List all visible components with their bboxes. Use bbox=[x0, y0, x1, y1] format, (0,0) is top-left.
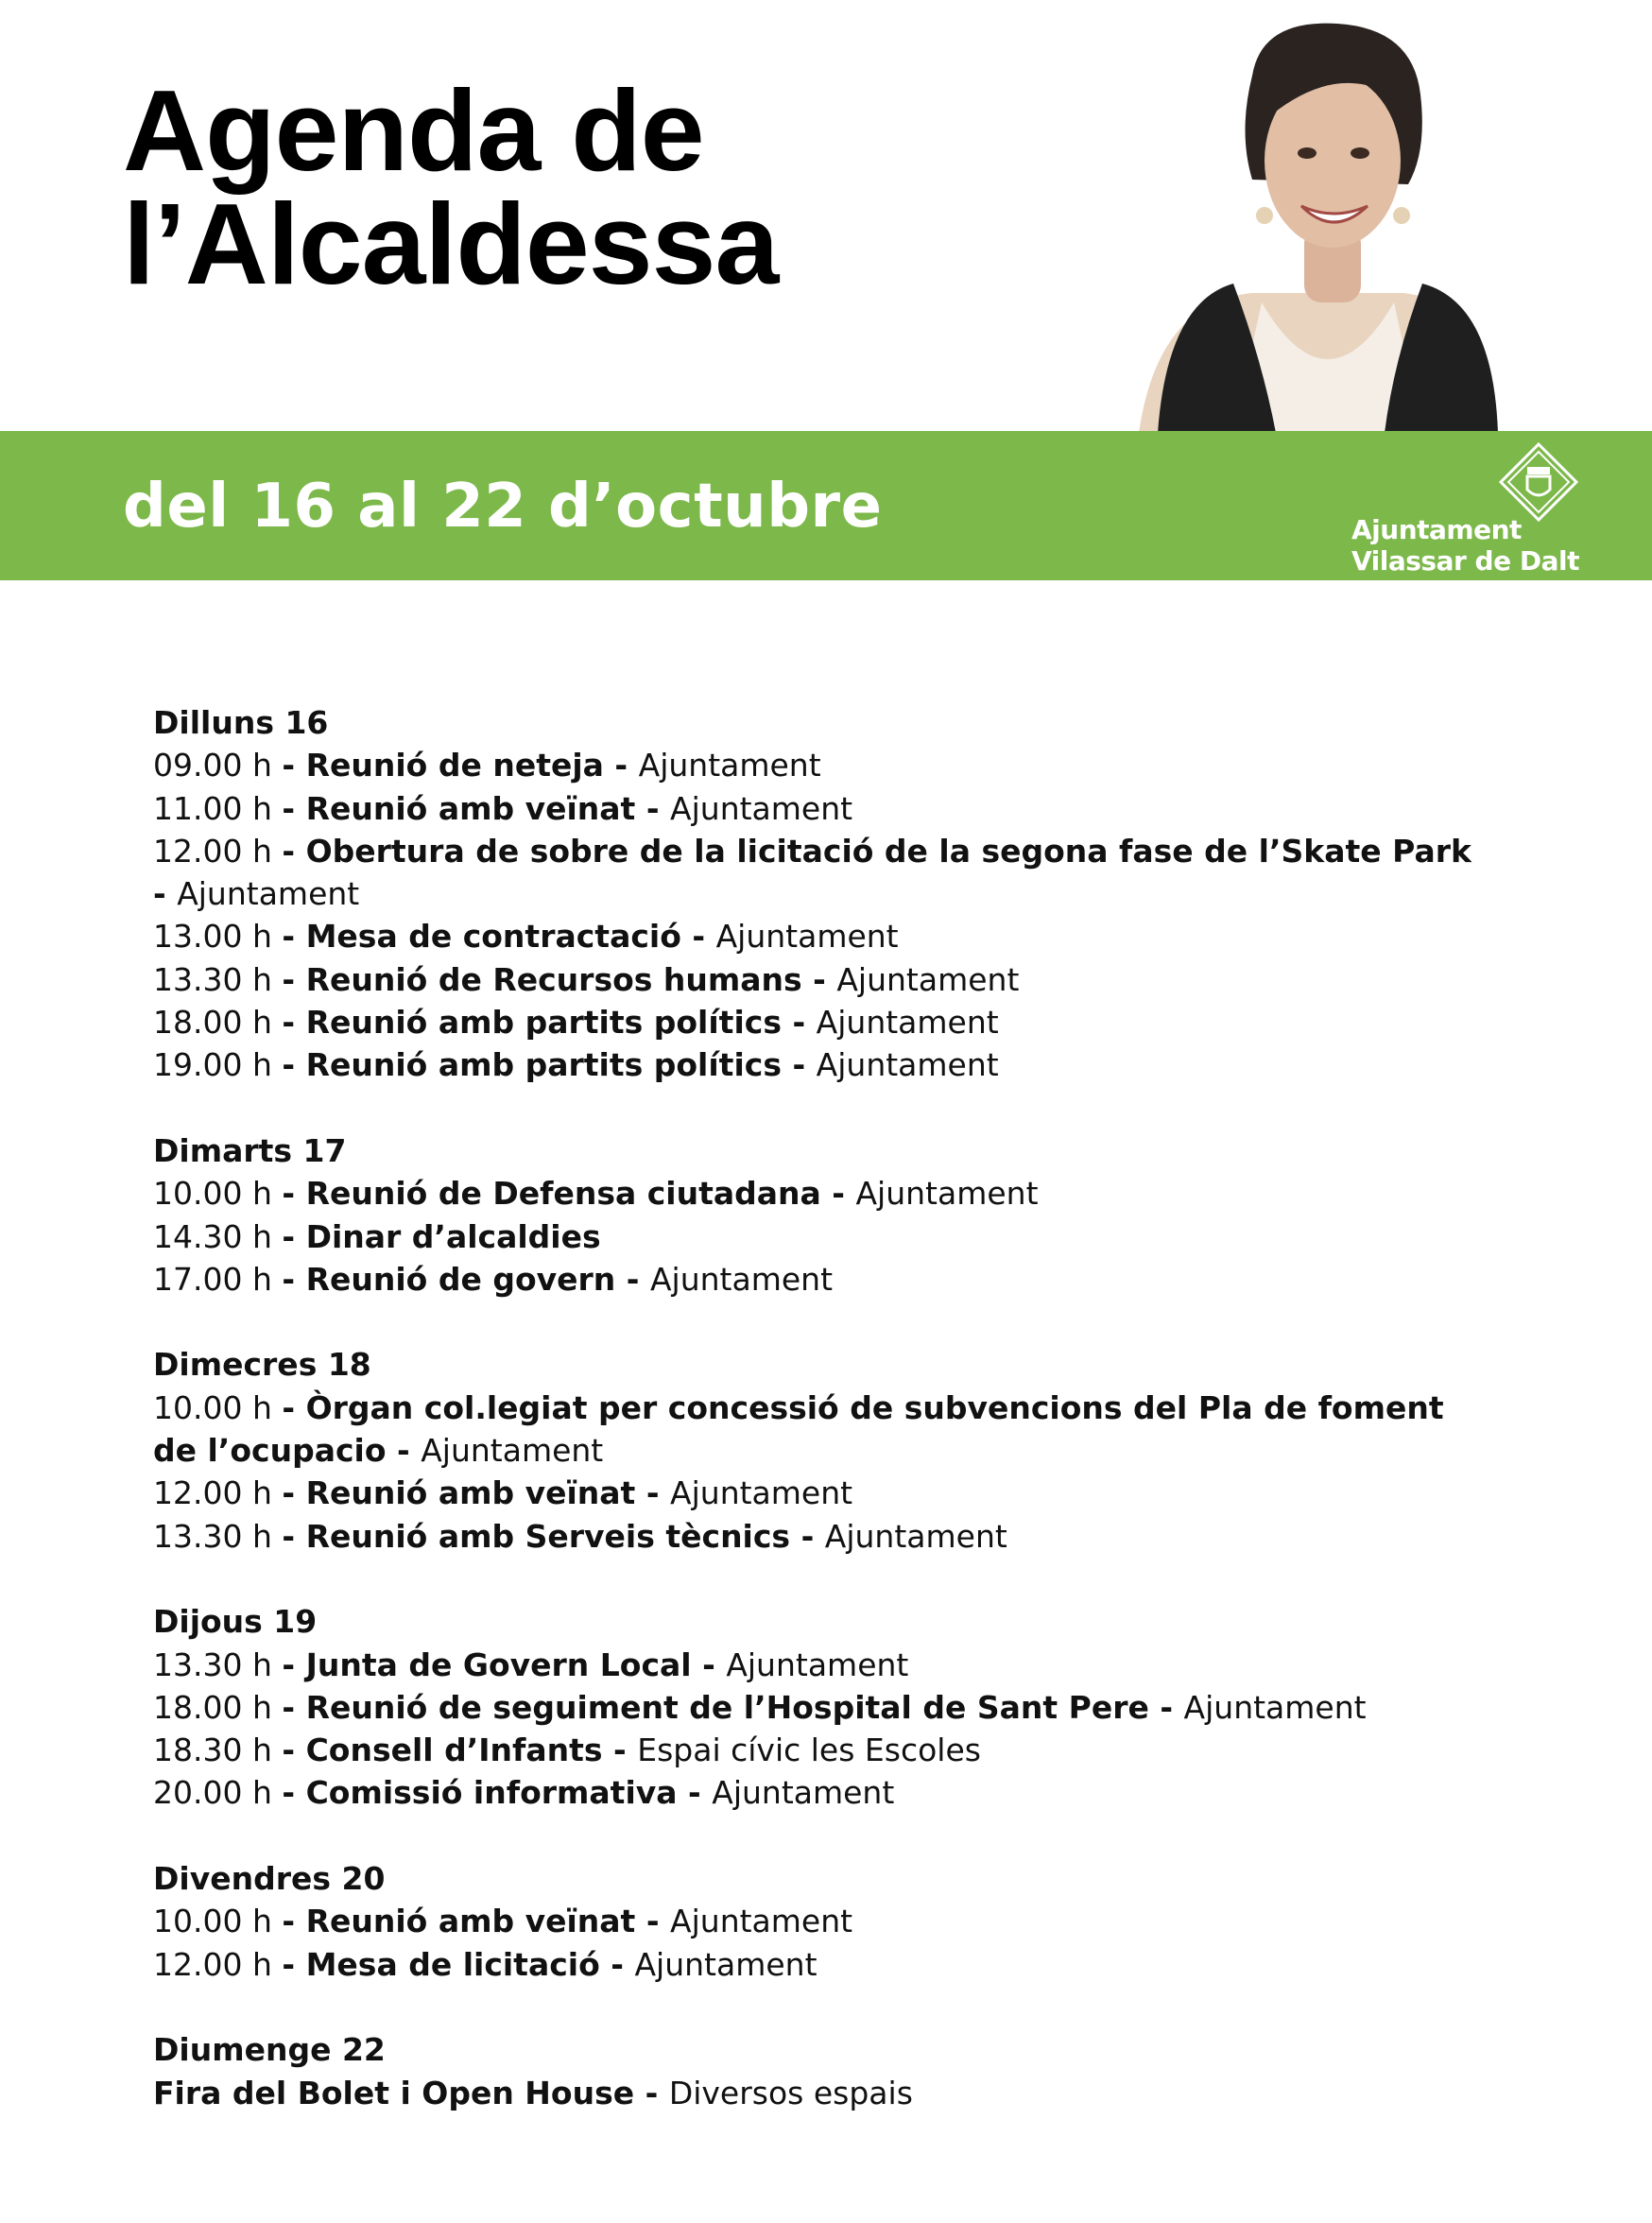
day-heading: Divendres 20 bbox=[153, 1860, 386, 1898]
entry-title: Consell d’Infants bbox=[305, 1732, 603, 1769]
entry-time: 13.00 h bbox=[153, 918, 272, 956]
date-range: del 16 al 22 d’octubre bbox=[123, 472, 883, 542]
day-section bbox=[153, 1857, 1476, 1986]
entry-time: 10.00 h bbox=[153, 1175, 272, 1213]
entry-place: Ajuntament bbox=[670, 789, 853, 827]
entry-time: 10.00 h bbox=[153, 1903, 272, 1940]
day-section bbox=[153, 1600, 1476, 1814]
day-heading: Dimarts 17 bbox=[153, 1131, 347, 1169]
entry-title: Reunió de govern bbox=[305, 1260, 616, 1298]
day-heading: Diumenge 22 bbox=[153, 2031, 386, 2069]
entry-place: Ajuntament bbox=[816, 1046, 999, 1084]
entry-time: 18.00 h bbox=[153, 1004, 272, 1042]
entry-time: 14.30 h bbox=[153, 1217, 272, 1255]
agenda-entry: 13.30 h - Junta de Govern Local - Ajuntament bbox=[153, 1646, 909, 1683]
entry-title: Reunió de Defensa ciutadana bbox=[305, 1175, 821, 1213]
day-heading: Dijous 19 bbox=[153, 1603, 318, 1641]
agenda-entry: 13.30 h - Reunió amb Serveis tècnics - Ajuntament bbox=[153, 1517, 1007, 1555]
entry-time: 13.30 h bbox=[153, 960, 272, 998]
agenda-entry: Fira del Bolet i Open House - Diversos espais bbox=[153, 2074, 913, 2111]
entry-place: Ajuntament bbox=[670, 1474, 853, 1512]
entry-place: Ajuntament bbox=[638, 747, 821, 784]
entry-title: Comissió informativa bbox=[305, 1774, 678, 1812]
entry-title: Reunió amb veïnat bbox=[305, 1474, 636, 1512]
entry-place: Ajuntament bbox=[1183, 1688, 1367, 1726]
agenda-entry: 10.00 h - Òrgan col.legiat per concessió de subvencions del Pla de foment de l’ocupacio - Ajuntament bbox=[153, 1388, 1444, 1470]
agenda-list bbox=[153, 701, 1476, 2157]
entry-place: Espai cívic les Escoles bbox=[637, 1732, 981, 1769]
agenda-entry: 12.00 h - Reunió amb veïnat - Ajuntament bbox=[153, 1474, 853, 1512]
title-line-2: l’Alcaldessa bbox=[123, 180, 779, 308]
entry-place: Ajuntament bbox=[649, 1260, 834, 1298]
entry-title: Reunió de Recursos humans bbox=[305, 960, 802, 998]
entry-place: Diversos espais bbox=[668, 2074, 913, 2111]
entry-time: 10.00 h bbox=[153, 1388, 272, 1426]
entry-title: Mesa de contractació bbox=[305, 918, 681, 956]
entry-time: 11.00 h bbox=[153, 789, 272, 827]
date-band bbox=[0, 431, 1652, 580]
agenda-entry: 18.30 h - Consell d’Infants - Espai cívic les Escoles bbox=[153, 1732, 981, 1769]
day-section bbox=[153, 1129, 1476, 1301]
agenda-entry: 10.00 h - Reunió de Defensa ciutadana - Ajuntament bbox=[153, 1175, 1039, 1213]
entry-place: Ajuntament bbox=[712, 1774, 895, 1812]
page-title bbox=[123, 66, 779, 308]
mayor-portrait bbox=[1120, 19, 1517, 433]
agenda-entry: 12.00 h - Obertura de sobre de la licitació de la segona fase de l’Skate Park - Ajuntament bbox=[153, 832, 1471, 913]
entry-title: Òrgan col.legiat per concessió de subvencions del Pla de foment de l’ocupacio bbox=[153, 1388, 1444, 1470]
coat-of-arms-icon bbox=[1499, 442, 1578, 522]
entry-title: Reunió amb veïnat bbox=[305, 789, 636, 827]
entry-title: Fira del Bolet i Open House bbox=[153, 2074, 635, 2111]
entry-place: Ajuntament bbox=[670, 1903, 853, 1940]
entry-title: Reunió amb Serveis tècnics bbox=[305, 1517, 791, 1555]
entry-time: 12.00 h bbox=[153, 1474, 272, 1512]
agenda-entry: 13.30 h - Reunió de Recursos humans - Ajuntament bbox=[153, 960, 1020, 998]
day-section bbox=[153, 2028, 1476, 2114]
entry-time: 17.00 h bbox=[153, 1260, 272, 1298]
day-section bbox=[153, 701, 1476, 1087]
title-line-1: Agenda de bbox=[123, 66, 704, 195]
agenda-entry: 18.00 h - Reunió de seguiment de l’Hospital de Sant Pere - Ajuntament bbox=[153, 1688, 1367, 1726]
entry-place: Ajuntament bbox=[855, 1175, 1039, 1213]
entry-title: Reunió de neteja bbox=[305, 747, 604, 784]
logo-line-2: Vilassar de Dalt bbox=[1351, 545, 1579, 577]
entry-place: Ajuntament bbox=[634, 1945, 817, 1983]
entry-time: 12.00 h bbox=[153, 1945, 272, 1983]
entry-time: 09.00 h bbox=[153, 747, 272, 784]
agenda-entry: 20.00 h - Comissió informativa - Ajuntament bbox=[153, 1774, 895, 1812]
entry-time: 19.00 h bbox=[153, 1046, 272, 1084]
agenda-entry: 18.00 h - Reunió amb partits polítics - Ajuntament bbox=[153, 1004, 999, 1042]
entry-title: Reunió de seguiment de l’Hospital de Sant Pere bbox=[305, 1688, 1149, 1726]
entry-time: 12.00 h bbox=[153, 832, 272, 870]
agenda-entry: 10.00 h - Reunió amb veïnat - Ajuntament bbox=[153, 1903, 853, 1940]
agenda-entry: 13.00 h - Mesa de contractació - Ajuntament bbox=[153, 918, 899, 956]
entry-title: Reunió amb partits polítics bbox=[305, 1046, 782, 1084]
day-heading: Dimecres 18 bbox=[153, 1346, 371, 1384]
entry-place: Ajuntament bbox=[824, 1517, 1007, 1555]
day-section bbox=[153, 1343, 1476, 1557]
agenda-entry: 19.00 h - Reunió amb partits polítics - Ajuntament bbox=[153, 1046, 999, 1084]
entry-time: 18.30 h bbox=[153, 1732, 272, 1769]
entry-place: Ajuntament bbox=[177, 875, 360, 913]
day-heading: Dilluns 16 bbox=[153, 704, 329, 741]
ajuntament-logo bbox=[1351, 442, 1588, 575]
entry-time: 13.30 h bbox=[153, 1646, 272, 1683]
entry-title: Mesa de licitació bbox=[305, 1945, 600, 1983]
entry-title: Junta de Govern Local bbox=[305, 1646, 692, 1683]
logo-line-1: Ajuntament bbox=[1351, 514, 1522, 545]
entry-place: Ajuntament bbox=[715, 918, 899, 956]
entry-title: Reunió amb partits polítics bbox=[305, 1004, 782, 1042]
entry-place: Ajuntament bbox=[816, 1004, 999, 1042]
entry-place: Ajuntament bbox=[421, 1432, 604, 1470]
agenda-entry: 09.00 h - Reunió de neteja - Ajuntament bbox=[153, 747, 821, 784]
entry-place: Ajuntament bbox=[726, 1646, 909, 1683]
entry-time: 18.00 h bbox=[153, 1688, 272, 1726]
agenda-entry: 14.30 h - Dinar d’alcaldies bbox=[153, 1217, 601, 1255]
agenda-entry: 11.00 h - Reunió amb veïnat - Ajuntament bbox=[153, 789, 853, 827]
agenda-entry: 12.00 h - Mesa de licitació - Ajuntament bbox=[153, 1945, 817, 1983]
entry-time: 13.30 h bbox=[153, 1517, 272, 1555]
entry-title: Reunió amb veïnat bbox=[305, 1903, 636, 1940]
entry-title: Obertura de sobre de la licitació de la segona fase de l’Skate Park bbox=[305, 832, 1471, 870]
entry-place: Ajuntament bbox=[836, 960, 1020, 998]
entry-title: Dinar d’alcaldies bbox=[305, 1217, 601, 1255]
entry-time: 20.00 h bbox=[153, 1774, 272, 1812]
agenda-entry: 17.00 h - Reunió de govern - Ajuntament bbox=[153, 1260, 834, 1298]
